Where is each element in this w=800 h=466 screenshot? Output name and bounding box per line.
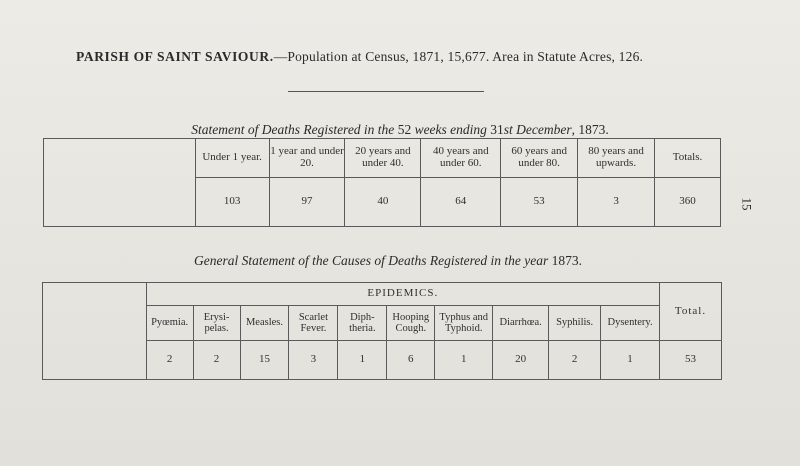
- deaths-by-age-table: [43, 138, 721, 227]
- cause-header: Scarlet Fever.: [289, 306, 338, 341]
- age-value: 97: [269, 178, 345, 227]
- age-header: 40 years and under 60.: [421, 139, 501, 178]
- divider-rule: [288, 91, 484, 92]
- age-header: 1 year and under 20.: [269, 139, 345, 178]
- parish-name: PARISH OF SAINT SAVIOUR.: [76, 49, 274, 64]
- census-details: —Population at Census, 1871, 15,677. Area in Statute Acres, 126.: [273, 49, 644, 64]
- cause-header: Pyœmia.: [146, 306, 193, 341]
- cause-header: Measles.: [240, 306, 289, 341]
- age-header: 80 years and upwards.: [578, 139, 655, 178]
- cause-value: 20: [493, 341, 549, 380]
- page-heading: [76, 49, 716, 65]
- age-header: Under 1 year.: [195, 139, 269, 178]
- totals-header: Totals.: [655, 139, 721, 178]
- cause-value: 2: [549, 341, 601, 380]
- cause-header: Hooping Cough.: [387, 306, 435, 341]
- age-header: 60 years and under 80.: [501, 139, 578, 178]
- age-value: 3: [578, 178, 655, 227]
- age-value: 103: [195, 178, 269, 227]
- totals-value: 360: [655, 178, 721, 227]
- age-header: 20 years and under 40.: [345, 139, 421, 178]
- cause-value: 3: [289, 341, 338, 380]
- cause-header: Diph-theria.: [338, 306, 387, 341]
- cause-header: Erysi-pelas.: [193, 306, 240, 341]
- cause-value: 1: [435, 341, 493, 380]
- row-label-blank: [43, 283, 147, 380]
- age-value: 40: [345, 178, 421, 227]
- cause-value: 6: [387, 341, 435, 380]
- causes-statement-title: General Statement of the Causes of Deaths Registered in the year 1873.: [194, 253, 582, 268]
- total-value: 53: [660, 341, 722, 380]
- cause-value: 1: [601, 341, 660, 380]
- cause-header: Diarrhœa.: [493, 306, 549, 341]
- cause-header: Typhus and Typhoid.: [435, 306, 493, 341]
- row-label-blank: [44, 139, 196, 227]
- cause-header: Dysentery.: [601, 306, 660, 341]
- cause-value: 15: [240, 341, 289, 380]
- epidemics-group-header: EPIDEMICS.: [146, 283, 659, 306]
- page-number: 15: [739, 197, 755, 211]
- causes-of-death-table: [42, 282, 722, 380]
- cause-header: Syphilis.: [549, 306, 601, 341]
- cause-value: 2: [193, 341, 240, 380]
- deaths-statement-title: Statement of Deaths Registered in the 52 weeks ending 31st December, 1873.: [191, 122, 609, 137]
- cause-value: 2: [146, 341, 193, 380]
- total-header: Total.: [660, 283, 722, 341]
- age-value: 64: [421, 178, 501, 227]
- age-value: 53: [501, 178, 578, 227]
- cause-value: 1: [338, 341, 387, 380]
